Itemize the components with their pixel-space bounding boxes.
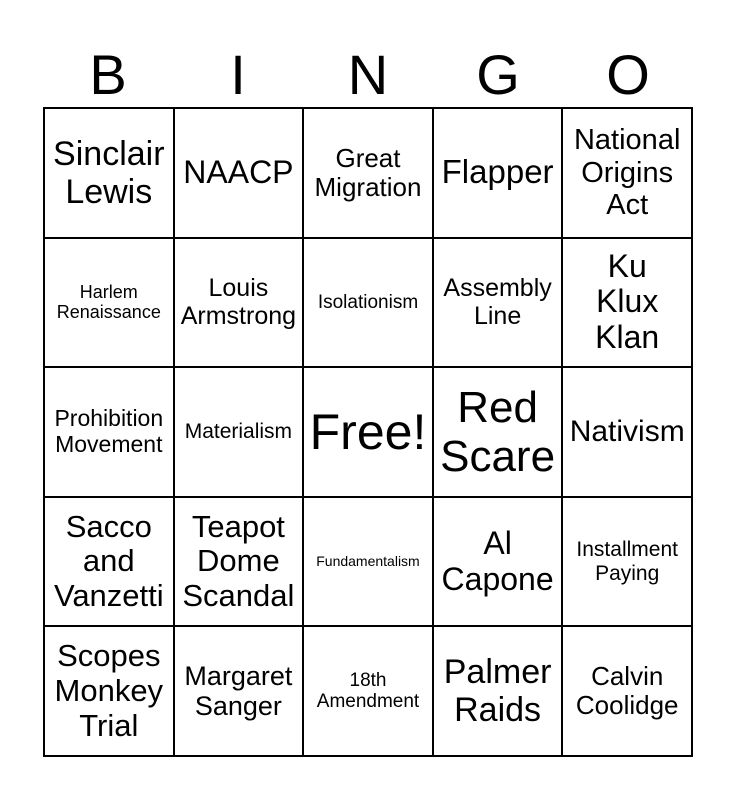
- header-letter-n: N: [347, 43, 389, 106]
- bingo-cell-r2c1[interactable]: [44, 238, 174, 368]
- bingo-cell-r3c4[interactable]: [433, 367, 563, 497]
- cell-label: Flapper: [441, 153, 554, 191]
- cell-label: 18th Amendment: [316, 669, 420, 713]
- cell-label: Isolationism: [317, 291, 419, 313]
- bingo-header: [43, 44, 693, 106]
- bingo-cell-r4c5[interactable]: [562, 497, 692, 627]
- bingo-cell-r3c2[interactable]: [174, 367, 304, 497]
- cell-label: Louis Armstrong: [180, 274, 297, 331]
- cell-label: Installment Paying: [576, 538, 678, 585]
- bingo-cell-r4c2[interactable]: [174, 497, 304, 627]
- cell-label: Great Migration: [314, 142, 422, 202]
- cell-label: Assembly Line: [443, 274, 552, 331]
- cell-label: Ku Klux Klan: [595, 247, 660, 356]
- bingo-cell-r3c1[interactable]: [44, 367, 174, 497]
- header-letter-o: O: [606, 43, 650, 106]
- cell-label: Palmer Raids: [443, 653, 552, 730]
- cell-label: Harlem Renaissance: [56, 282, 161, 323]
- cell-label: Nativism: [569, 415, 685, 449]
- bingo-cell-r4c1[interactable]: [44, 497, 174, 627]
- bingo-cell-r1c2[interactable]: [174, 108, 304, 238]
- bingo-cell-r5c2[interactable]: [174, 626, 304, 756]
- bingo-cell-r2c5[interactable]: [562, 238, 692, 368]
- cell-label: Red Scare: [440, 382, 556, 481]
- cell-label: Sinclair Lewis: [53, 134, 165, 211]
- bingo-cell-r2c3[interactable]: [303, 238, 433, 368]
- bingo-cell-r4c4[interactable]: [433, 497, 563, 627]
- header-letter-b: B: [89, 43, 127, 106]
- cell-label: Sacco and Vanzetti: [53, 508, 164, 613]
- bingo-cell-free-space[interactable]: [303, 367, 433, 497]
- bingo-cell-r5c3[interactable]: [303, 626, 433, 756]
- cell-label: Free!: [309, 403, 427, 460]
- header-letter-i: I: [230, 43, 246, 106]
- bingo-cell-r1c1[interactable]: [44, 108, 174, 238]
- cell-label: Margaret Sanger: [184, 660, 293, 722]
- cell-label: Materialism: [184, 420, 293, 444]
- cell-label: NAACP: [183, 153, 294, 190]
- bingo-cell-r5c5[interactable]: [562, 626, 692, 756]
- cell-label: Scopes Monkey Trial: [54, 638, 164, 743]
- bingo-cell-r5c1[interactable]: [44, 626, 174, 756]
- cell-label: Al Capone: [441, 524, 554, 597]
- bingo-cell-r2c2[interactable]: [174, 238, 304, 368]
- bingo-cell-r5c4[interactable]: [433, 626, 563, 756]
- bingo-cell-r2c4[interactable]: [433, 238, 563, 368]
- bingo-grid: [43, 107, 693, 757]
- cell-label: Fundamentalism: [316, 552, 420, 569]
- bingo-cell-r1c4[interactable]: [433, 108, 563, 238]
- cell-label: Teapot Dome Scandal: [182, 508, 295, 613]
- cell-label: Prohibition Movement: [54, 405, 164, 457]
- bingo-cell-r1c5[interactable]: [562, 108, 692, 238]
- cell-label: Calvin Coolidge: [575, 661, 679, 721]
- header-letter-g: G: [476, 43, 520, 106]
- bingo-cell-r4c3[interactable]: [303, 497, 433, 627]
- bingo-cell-r3c5[interactable]: [562, 367, 692, 497]
- cell-label: National Origins Act: [573, 124, 681, 222]
- bingo-cell-r1c3[interactable]: [303, 108, 433, 238]
